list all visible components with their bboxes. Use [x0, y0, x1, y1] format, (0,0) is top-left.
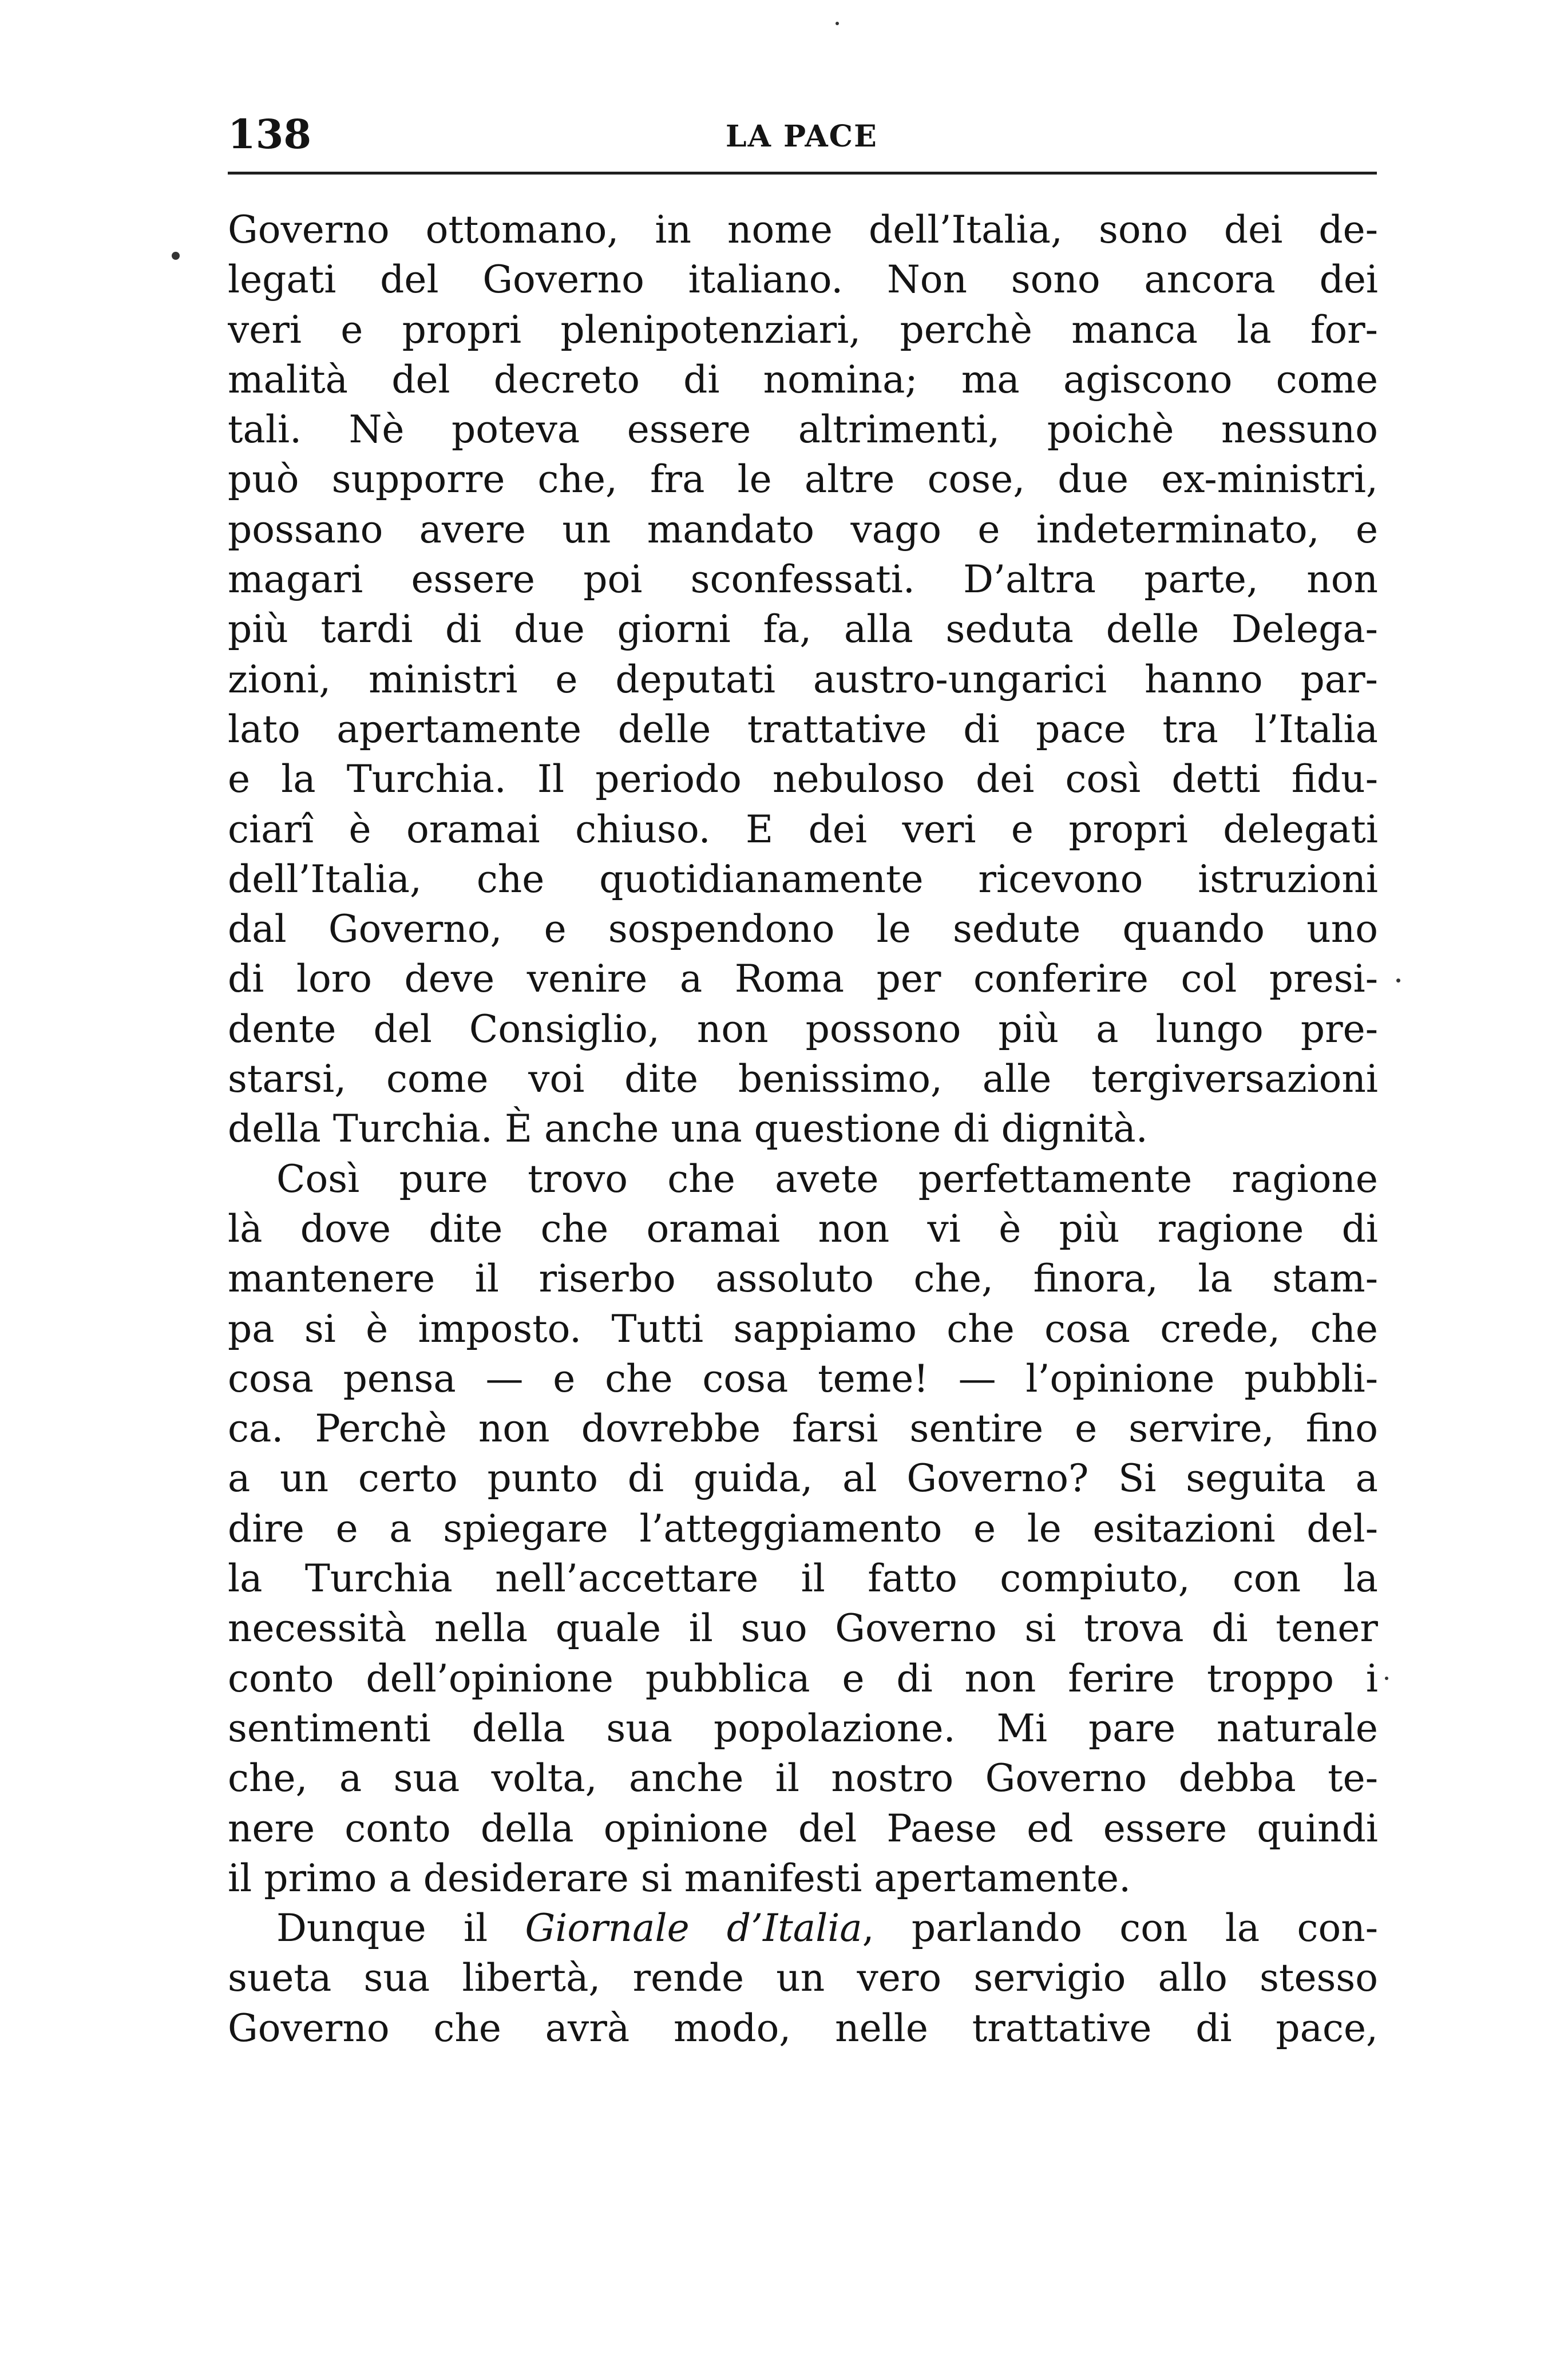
text-line: necessità nella quale il suo Governo si trova di tener	[228, 1606, 1378, 1651]
text-line: sueta sua libertà, rende un vero servigio allo stesso	[228, 1956, 1378, 2000]
text-fragment: parlando con la con-	[911, 1906, 1378, 1951]
text-fragment: Dunque il	[276, 1906, 525, 1951]
text-line: e la Turchia. Il periodo nebuloso dei così detti fidu-	[228, 757, 1378, 802]
text-line: Governo che avrà modo, nelle trattative di pace,	[228, 2006, 1378, 2050]
text-line: starsi, come voi dite benissimo, alle tergiversazioni	[228, 1057, 1378, 1102]
text-line: Così pure trovo che avete perfettamente ragione	[276, 1156, 1378, 1201]
text-line: dal Governo, e sospendono le sedute quando uno	[228, 907, 1378, 952]
page-number: 138	[228, 110, 312, 158]
text-line: zioni, ministri e deputati austro-ungarici hanno par-	[228, 657, 1378, 702]
text-line: più tardi di due giorni fa, alla seduta delle Delega-	[228, 607, 1378, 652]
text-line: dire e a spiegare l’atteggiamento e le esitazioni del-	[228, 1506, 1378, 1551]
text-line: legati del Governo italiano. Non sono ancora dei	[228, 258, 1378, 302]
print-speck	[836, 22, 839, 25]
text-line: ciarî è oramai chiuso. E dei veri e propri delegati	[228, 807, 1378, 851]
text-line: là dove dite che oramai non vi è più ragione di	[228, 1206, 1378, 1251]
text-line: il primo a desiderare si manifesti apertamente.	[228, 1856, 1131, 1900]
text-line: mantenere il riserbo assoluto che, finora, la stam-	[228, 1257, 1378, 1301]
page-header	[228, 109, 1378, 160]
text-line: dente del Consiglio, non possono più a lungo pre-	[228, 1007, 1378, 1051]
text-line: lato apertamente delle trattative di pace tra l’Italia	[228, 707, 1378, 751]
text-line: di loro deve venire a Roma per conferire col presi-	[228, 957, 1378, 1001]
text-line: a un certo punto di guida, al Governo? Si seguita a	[228, 1456, 1378, 1501]
newspaper-title: Giornale d’Italia	[525, 1906, 862, 1951]
text-line: dell’Italia, che quotidianamente ricevono istruzioni	[228, 857, 1378, 901]
text-line: veri e propri plenipotenziari, perchè manca la for-	[228, 307, 1378, 352]
print-speck	[172, 252, 180, 260]
text-line: conto dell’opinione pubblica e di non ferire troppo i	[228, 1656, 1378, 1701]
text-line: nere conto della opinione del Paese ed essere quindi	[228, 1806, 1378, 1851]
running-title: LA PACE	[726, 119, 878, 154]
text-line: sentimenti della sua popolazione. Mi pare naturale	[228, 1706, 1378, 1750]
text-line: Governo ottomano, in nome dell’Italia, sono dei de-	[228, 208, 1378, 252]
text-line: può supporre che, fra le altre cose, due ex-ministri,	[228, 457, 1378, 502]
text-line: ca. Perchè non dovrebbe farsi sentire e servire, fino	[228, 1407, 1378, 1451]
text-line-with-italic	[228, 1903, 1378, 1953]
text-line: tali. Nè poteva essere altrimenti, poichè nessuno	[228, 407, 1378, 452]
header-rule	[228, 172, 1377, 175]
text-line: che, a sua volta, anche il nostro Governo debba te-	[228, 1756, 1378, 1801]
text-line: possano avere un mandato vago e indeterminato, e	[228, 507, 1378, 552]
text-line: cosa pensa — e che cosa teme! — l’opinione pubbli-	[228, 1356, 1378, 1401]
text-line: pa si è imposto. Tutti sappiamo che cosa crede, che	[228, 1306, 1378, 1351]
text-line: malità del decreto di nomina; ma agiscono come	[228, 357, 1378, 402]
text-line: magari essere poi sconfessati. D’altra parte, non	[228, 557, 1378, 602]
body-text	[228, 205, 1378, 2053]
text-line: la Turchia nell’accettare il fatto compiuto, con la	[228, 1556, 1378, 1601]
print-speck	[1385, 1677, 1388, 1680]
print-speck	[1396, 978, 1400, 983]
text-fragment: ,	[862, 1906, 912, 1951]
text-line: della Turchia. È anche una questione di dignità.	[228, 1107, 1148, 1151]
